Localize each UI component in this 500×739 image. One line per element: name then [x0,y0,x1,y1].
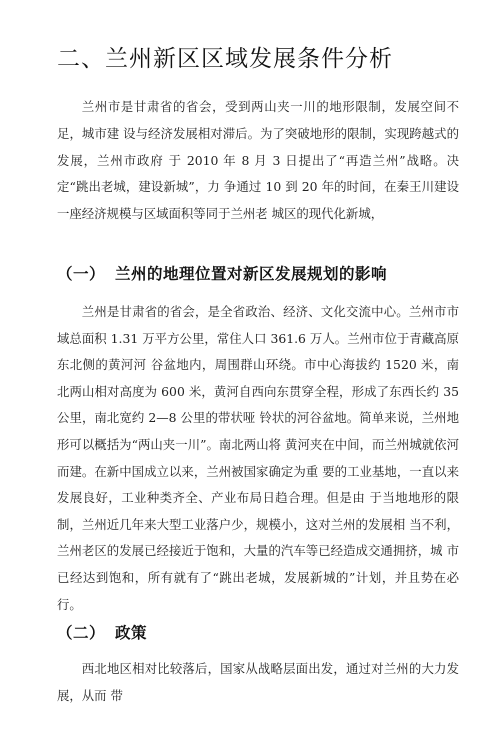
section-heading-2 [57,622,147,644]
intro-paragraph: 兰州市是甘肃省的省会，受到两山夹一川的地形限制，发展空间不足，城市建 设与经济发展相对滞后。为了突破地形的限制，实现跨越式的发展，兰州市政府 于 2010 年 8 月 3 日提出了“再造兰州”战略。决定“跳出老城，建设新城”，力 争通过 10 到 20 年的时间，在秦王川建设一座经济规模与区域面积等同于兰州老 城区的现代化新城， [57,99,459,222]
section-title-2: 政策 [115,623,148,642]
section-paragraph-2: 西北地区相对比较落后，国家从战略层面出发，通过对兰州的大力发展，从而 带 [57,661,459,703]
section-number-1: （一） [57,264,106,283]
section-paragraph-1: 兰州是甘肃省的省会，是全省政治、经济、文化交流中心。兰州市市域总面积 1.31 万平方公里，常住人口 361.6 万人。兰州市位于青藏高原东北侧的黄河河 谷盆地内，周围群山环绕。市中心海拔约 1520 米，南北两山相对高度为 600 米，黄河自西向东贯穿全程，形成了东西长约 35 公里，南北宽约 2—8 公里的带状哑 铃状的河谷盆地。简单来说，兰州地形可以概括为“两山夹一川”。南北两山将 黄河夹在中间，而兰州城就依河而建。在新中国成立以来，兰州被国家确定为重 要的工业基地，一直以来发展良好，工业种类齐全、产业布局日趋合理。但是由 于当地地形的限制，兰州近几年来大型工业落户少，规模小，这对兰州的发展相 当不利，兰州老区的发展已经接近于饱和，大量的汽车等已经造成交通拥挤，城 市已经达到饱和，所有就有了“跳出老城，发展新城的”计划，并且势在必行。 [57,304,459,612]
page-title: 二、兰州新区区域发展条件分析 [57,46,393,72]
section-heading-1 [57,263,387,285]
section-title-1: 兰州的地理位置对新区发展规划的影响 [115,264,388,283]
section-number-2: （二） [57,623,106,642]
